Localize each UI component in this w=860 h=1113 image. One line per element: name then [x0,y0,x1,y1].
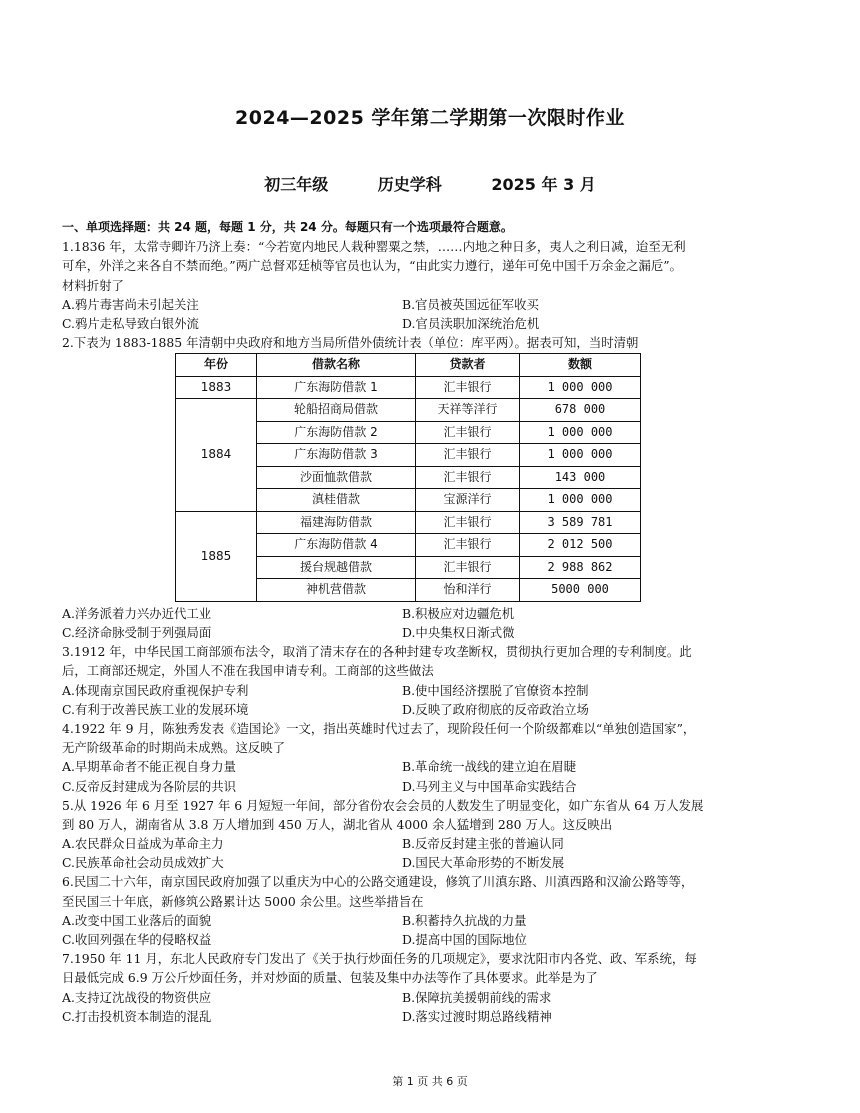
loan-name-cell: 滇桂借款 [257,489,416,512]
questions [62,218,814,1026]
year-cell: 1885 [176,511,257,601]
amount-cell: 143 000 [520,466,641,489]
question-text-line: 无产阶级革命的时期尚未成熟。这反映了 [62,740,286,756]
option-d: D.马列主义与中国革命实践结合 [402,778,577,794]
question-4 [62,719,814,796]
question-text-line: 日最低完成 6.9 万公斤炒面任务，并对炒面的质量、包装及集中办法等作了具体要求。此举是为了 [62,970,598,986]
column-header: 贷款者 [416,354,520,377]
table-header-row [176,354,641,377]
option-d: D.国民大革命形势的不断发展 [402,855,565,871]
table-row [176,376,641,399]
option-c: C.有利于改善民族工业的发展环境 [62,701,249,717]
option-d: D.反映了政府彻底的反帝政治立场 [402,701,589,717]
question-3 [62,642,814,719]
question-text-line: 6.民国二十六年，南京国民政府加强了以重庆为中心的公路交通建设，修筑了川滇东路、川滇西路和汉渝公路等等， [62,874,694,890]
question-2 [62,333,814,642]
table-row [176,511,641,534]
loan-name-cell: 广东海防借款 1 [257,376,416,399]
option-b: B.积蓄持久抗战的力量 [402,912,527,928]
question-text-line: 到 80 万人，湖南省从 3.8 万人增加到 450 万人，湖北省从 4000 余人猛增到 280 万人。这反映出 [62,816,613,832]
option-a: A.农民群众日益成为革命主力 [62,836,224,852]
option-a: A.鸦片毒害尚未引起关注 [62,296,199,312]
lender-cell: 汇丰银行 [416,466,520,489]
option-b: B.革命统一战线的建立迫在眉睫 [402,759,577,775]
question-text-line: 2.下表为 1883-1885 年清朝中央政府和地方当局所借外债统计表（单位：库平两）。据表可知，当时清朝 [62,335,639,351]
amount-cell: 3 589 781 [520,511,641,534]
amount-cell: 1 000 000 [520,376,641,399]
option-c: C.打击投机资本制造的混乱 [62,1008,212,1024]
option-row [62,757,814,776]
lender-cell: 汇丰银行 [416,511,520,534]
option-c: C.经济命脉受制于列强局面 [62,625,212,640]
loan-table [175,353,641,602]
loan-name-cell: 轮船招商局借款 [257,399,416,422]
option-row [62,604,814,623]
amount-cell: 5000 000 [520,579,641,602]
option-row [62,853,814,872]
question-text-line: 材料折射了 [62,277,124,293]
option-row [62,930,814,949]
question-text-line: 后，工商部还规定，外国人不准在我国申请专利。工商部的这些做法 [62,663,434,679]
option-row [62,911,814,930]
option-row [62,295,814,314]
amount-cell: 1 000 000 [520,421,641,444]
grade-label: 初三年级 [264,175,329,194]
option-a: A.洋务派着力兴办近代工业 [62,605,212,621]
amount-cell: 1 000 000 [520,444,641,467]
option-c: C.民族革命社会动员成效扩大 [62,855,224,871]
option-row [62,834,814,853]
loan-name-cell: 广东海防借款 3 [257,444,416,467]
loan-name-cell: 福建海防借款 [257,511,416,534]
option-b: B.使中国经济摆脱了官僚资本控制 [402,682,589,698]
subject-label: 历史学科 [377,175,442,194]
loan-name-cell: 广东海防借款 2 [257,421,416,444]
question-5 [62,796,814,873]
option-a: A.早期革命者不能正视自身力量 [62,759,236,775]
date-label: 2025 年 3 月 [491,175,596,194]
page-number: 第 1 页 共 6 页 [392,1075,468,1088]
column-header: 数额 [520,354,641,377]
option-row [62,314,814,333]
column-header: 年份 [176,354,257,377]
option-b: B.官员被英国远征军收买 [402,296,539,312]
lender-cell: 汇丰银行 [416,534,520,557]
option-d: D.提高中国的国际地位 [402,932,527,947]
option-d: D.官员渎职加深统治危机 [402,315,540,331]
option-row [62,623,814,642]
question-text-line: 7.1950 年 11 月，东北人民政府专门发出了《关于执行炒面任务的几项规定》，要求沈阳市内各党、政、军系统，每 [62,951,697,967]
lender-cell: 汇丰银行 [416,444,520,467]
loan-name-cell: 广东海防借款 4 [257,534,416,557]
option-b: B.保障抗美援朝前线的需求 [402,989,552,1005]
question-6 [62,872,814,949]
question-text-line: 1.1836 年，太常寺卿许乃济上奏：“今若宽内地民人栽种罂粟之禁，……内地之种日多，夷人之利日减，迨至无利 [62,239,686,255]
lender-cell: 汇丰银行 [416,421,520,444]
option-c: C.鸦片走私导致白银外流 [62,315,199,331]
amount-cell: 2 988 862 [520,556,641,579]
amount-cell: 1 000 000 [520,489,641,512]
option-b: B.积极应对边疆危机 [402,605,515,621]
lender-cell: 宝源洋行 [416,489,520,512]
amount-cell: 2 012 500 [520,534,641,557]
loan-name-cell: 神机营借款 [257,579,416,602]
option-row [62,777,814,796]
lender-cell: 汇丰银行 [416,556,520,579]
column-header: 借款名称 [257,354,416,377]
year-cell: 1883 [176,376,257,399]
year-cell: 1884 [176,399,257,512]
amount-cell: 678 000 [520,399,641,422]
option-row [62,700,814,719]
option-row [62,681,814,700]
lender-cell: 天祥等洋行 [416,399,520,422]
question-7 [62,949,814,1026]
exam-title: 2024—2025 学年第二学期第一次限时作业 [235,107,625,129]
lender-cell: 汇丰银行 [416,376,520,399]
option-a: A.支持辽沈战役的物资供应 [62,989,212,1005]
section-heading: 一、单项选择题：共 24 题，每题 1 分，共 24 分。每题只有一个选项最符合题意。 [62,220,513,234]
option-a: A.体现南京国民政府重视保护专利 [62,682,249,698]
loan-name-cell: 沙面恤款借款 [257,466,416,489]
question-text-line: 至民国三十年底，新修筑公路累计达 5000 余公里。这些举措旨在 [62,893,424,909]
question-text-line: 3.1912 年，中华民国工商部颁布法令，取消了清末存在的各种封建专攻垄断权，贯彻执行更加合理的专利制度。此 [62,644,692,660]
question-text-line: 5.从 1926 年 6 月至 1927 年 6 月短短一年间，部分省份农会会员的人数发生了明显变化，如广东省从 64 万人发展 [62,797,704,813]
question-text-line: 可牟，外洋之来各自不禁而绝。”两广总督邓廷桢等官员也认为，“由此实力遵行，递年可免中国千万余金之漏卮”。 [62,258,682,274]
option-row [62,988,814,1007]
table-row [176,399,641,422]
loan-name-cell: 援台规越借款 [257,556,416,579]
question-text-line: 4.1922 年 9 月，陈独秀发表《造国论》一文，指出英雄时代过去了，现阶段任何一个阶级都难以“单独创造国家”， [62,720,696,736]
exam-subtitle [0,172,860,195]
option-row [62,1007,814,1026]
option-d: D.中央集权日渐式微 [402,625,515,640]
question-1 [62,237,814,333]
lender-cell: 怡和洋行 [416,579,520,602]
option-c: C.收回列强在华的侵略权益 [62,932,212,947]
option-d: D.落实过渡时期总路线精神 [402,1008,552,1024]
option-b: B.反帝反封建主张的普遍认同 [402,836,564,852]
option-c: C.反帝反封建成为各阶层的共识 [62,778,237,794]
option-a: A.改变中国工业落后的面貌 [62,912,212,928]
